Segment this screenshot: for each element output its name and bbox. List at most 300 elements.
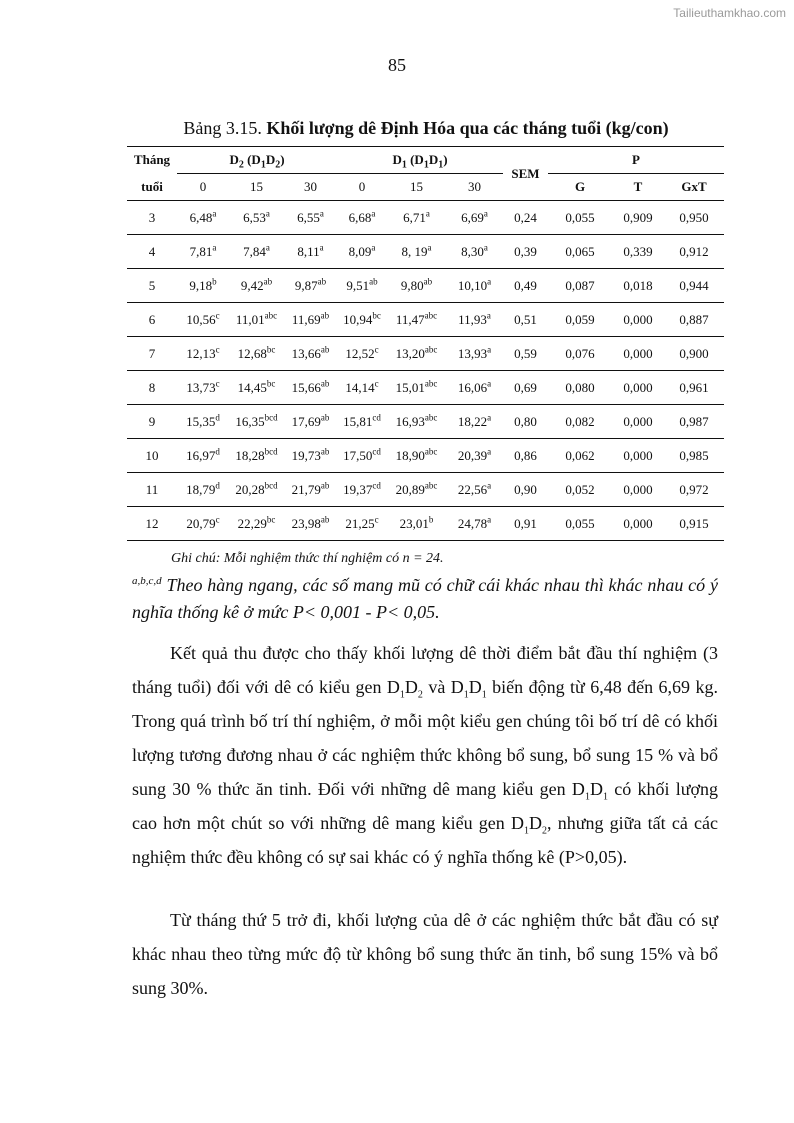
cell-p-t [612,235,664,269]
significance-letter: ab [320,310,330,321]
header-p: P [548,147,724,174]
cell-p-g-value: 0,087 [565,277,595,293]
table-caption-title: Khối lượng dê Định Hóa qua các tháng tuổi (kg/con) [266,118,669,138]
cell-weight [387,405,446,439]
header-month-2: tuổi [141,178,163,194]
cell-month-value: 8 [148,379,156,395]
cell-weight [229,473,284,507]
d2-close: ) [280,152,285,167]
cell-weight [229,439,284,473]
p1-text: D [404,677,418,697]
weight-value: 8,09 [348,243,372,259]
p1-sub: 2 [417,689,423,701]
significance-letter: c [215,310,220,321]
weight-value: 15,01 [395,379,425,395]
weight-value: 24,78 [457,515,488,531]
cell-weight [337,201,387,235]
cell-weight [446,269,503,303]
watermark: Tailieuthamkhao.com [673,6,786,20]
weight-value: 13,73 [186,379,216,395]
p1-text: và D [422,677,464,697]
weight-value: 14,14 [345,379,375,395]
weight-value: 6,53 [243,209,266,225]
table-row [127,303,724,337]
cell-month-value: 3 [148,209,156,225]
significance-letter: a [487,276,492,287]
significance-letter: c [215,344,220,355]
cell-weight [177,439,229,473]
weight-value: 18,79 [186,481,216,497]
cell-weight [387,439,446,473]
cell-p-g-value: 0,059 [565,311,595,327]
significance-letter: a [371,242,376,253]
cell-p-t-value: 0,000 [623,447,653,463]
cell-weight [387,303,446,337]
p1-sub: 1 [524,825,530,837]
cell-weight [229,405,284,439]
significance-letter: abc [264,310,278,321]
cell-month [127,269,177,303]
cell-sem-value: 0,69 [514,379,537,395]
significance-letter: a [487,514,492,525]
cell-weight [284,507,337,541]
table-row [127,201,724,235]
cell-sem [503,303,548,337]
note-significance [132,572,718,626]
cell-weight [229,337,284,371]
cell-p-t [612,507,664,541]
cell-p-g-value: 0,055 [565,209,595,225]
significance-letter: ab [320,480,330,491]
significance-letter: bc [266,378,276,389]
cell-weight [229,371,284,405]
significance-letter: a [371,208,376,219]
p1-sub: 2 [542,825,548,837]
table-row [127,405,724,439]
cell-weight [284,439,337,473]
cell-p-gxt [664,439,724,473]
cell-p-g [548,235,612,269]
d2-mid: D [265,152,276,167]
weight-value: 11,69 [291,311,321,327]
significance-letter: c [374,378,379,389]
cell-sem [503,371,548,405]
cell-weight [177,337,229,371]
cell-p-t-value: 0,000 [623,311,653,327]
cell-p-t [612,371,664,405]
cell-month [127,303,177,337]
cell-p-gxt [664,235,724,269]
d1-sub: 1 [401,159,407,171]
p1-text: có khối lượng cao hơn một chút so với những dê mang kiểu gen D [132,779,718,833]
weight-value: 11,93 [458,311,487,327]
significance-letter: abc [424,378,438,389]
table-row [127,507,724,541]
cell-p-gxt [664,269,724,303]
significance-letter: ab [423,276,433,287]
weight-value: 10,94 [343,311,373,327]
cell-weight [177,269,229,303]
cell-weight [337,473,387,507]
cell-month [127,235,177,269]
p1-text: D [468,677,482,697]
weight-value: 13,20 [395,345,425,361]
weight-value: 8, 19 [401,243,428,259]
cell-p-t-value: 0,000 [623,379,653,395]
cell-month-value: 9 [148,413,156,429]
cell-weight [387,201,446,235]
note-significance-text: Theo hàng ngang, các số mang mũ có chữ cái khác nhau thì khác nhau có ý nghĩa thống kê ở mức P< 0,001 - P< 0,05. [132,575,718,622]
d2-sub: 2 [238,159,244,171]
weight-value: 18,90 [395,447,425,463]
header-level: 0 [177,174,229,201]
p2-text: Từ tháng thứ 5 trở đi, khối lượng của dê ở các nghiệm thức bắt đầu có sự khác nhau theo từng mức độ từ không bổ sung thức ăn tinh, bổ sung 15% và bổ sung 30%. [132,910,718,998]
significance-letter: ab [317,276,327,287]
cell-weight [284,269,337,303]
weight-value: 6,69 [461,209,484,225]
cell-month [127,473,177,507]
cell-p-t-value: 0,000 [623,413,653,429]
weight-value: 18,22 [457,413,488,429]
d1-base: D [392,152,402,167]
cell-month-value: 11 [145,481,159,497]
header-level: 15 [229,174,284,201]
significance-letter: cd [372,412,381,423]
cell-weight [446,473,503,507]
weight-value: 14,45 [237,379,267,395]
cell-p-gxt-value: 0,987 [679,413,709,429]
p1-text: , nhưng giữa tất cả các nghiệm thức đều không có sự sai khác có ý nghĩa thống kê (P>0,05). [132,813,718,867]
cell-weight [229,235,284,269]
cell-p-g-value: 0,080 [565,379,595,395]
table-row [127,337,724,371]
cell-weight [229,201,284,235]
cell-weight [446,201,503,235]
d2-sub1: 1 [260,159,266,171]
paragraph-1 [132,636,718,874]
table-row [127,439,724,473]
cell-month [127,371,177,405]
cell-p-gxt [664,507,724,541]
header-p-g: G [574,179,586,194]
cell-weight [337,439,387,473]
cell-month-value: 4 [148,243,156,259]
weight-value: 9,51 [346,277,370,293]
cell-weight [177,235,229,269]
significance-letter: b [428,514,434,525]
d2-base: D [229,152,239,167]
significance-letter: a [487,412,492,423]
cell-month-value: 10 [145,447,159,463]
significance-letter: ab [320,378,330,389]
weight-value: 8,30 [461,243,484,259]
cell-weight [284,303,337,337]
weight-value: 22,56 [457,481,488,497]
cell-p-t [612,473,664,507]
d1-close: ) [443,152,448,167]
cell-weight [387,235,446,269]
cell-p-t-value: 0,000 [623,345,653,361]
weight-value: 12,68 [237,345,267,361]
significance-letter: bc [266,344,276,355]
cell-p-g [548,473,612,507]
header-p-t: T [633,179,643,194]
significance-letter: a [265,208,270,219]
table-row [127,269,724,303]
d2-open: (D [243,152,261,167]
significance-letter: a [487,480,492,491]
weight-table [127,146,724,541]
cell-p-g-value: 0,082 [565,413,595,429]
cell-p-g-value: 0,055 [565,515,595,531]
significance-letter: a [319,242,324,253]
cell-weight [337,507,387,541]
cell-p-g [548,303,612,337]
weight-value: 21,79 [291,481,321,497]
cell-p-gxt-value: 0,950 [679,209,709,225]
weight-value: 8,11 [297,243,320,259]
cell-p-gxt [664,371,724,405]
cell-sem-value: 0,91 [514,515,537,531]
header-sem: SEM [511,165,540,181]
cell-p-g-value: 0,076 [565,345,595,361]
significance-letter: c [215,514,220,525]
cell-p-gxt [664,337,724,371]
cell-p-g-value: 0,062 [565,447,595,463]
weight-value: 20,79 [186,515,216,531]
cell-weight [387,371,446,405]
significance-letter: cd [372,446,381,457]
cell-weight [387,507,446,541]
significance-letter: a [425,208,430,219]
cell-weight [387,337,446,371]
weight-value: 16,93 [395,413,425,429]
cell-p-t-value: 0,000 [623,481,653,497]
weight-value: 7,81 [189,243,213,259]
header-month-1: Tháng [133,152,171,168]
cell-weight [446,235,503,269]
cell-p-gxt-value: 0,972 [679,481,709,497]
weight-value: 15,35 [186,413,216,429]
cell-weight [177,201,229,235]
significance-letter: ab [369,276,378,287]
cell-weight [229,303,284,337]
cell-p-g [548,405,612,439]
weight-value: 20,39 [457,447,488,463]
weight-value: 16,06 [457,379,488,395]
significance-letter: abc [424,446,438,457]
p1-sub: 1 [584,791,590,803]
cell-weight [284,235,337,269]
cell-sem-value: 0,51 [514,311,537,327]
weight-value: 20,89 [395,481,425,497]
weight-value: 13,66 [291,345,321,361]
header-group-d1 [337,147,503,174]
cell-p-t-value: 0,339 [623,243,653,259]
weight-value: 6,48 [189,209,213,225]
cell-p-gxt [664,303,724,337]
cell-weight [337,405,387,439]
cell-sem [503,269,548,303]
significance-letter: ab [263,276,273,287]
weight-value: 13,93 [457,345,488,361]
cell-weight [446,371,503,405]
header-level: 0 [337,174,387,201]
significance-letter: a [212,208,217,219]
cell-p-g [548,201,612,235]
cell-p-gxt [664,201,724,235]
cell-month [127,337,177,371]
weight-value: 11,47 [395,311,425,327]
table-row [127,371,724,405]
d1-open: (D [406,152,424,167]
table-row [127,235,724,269]
cell-p-g [548,337,612,371]
weight-value: 20,28 [235,481,265,497]
significance-letter: ab [320,514,330,525]
cell-weight [229,507,284,541]
cell-p-g-value: 0,065 [565,243,595,259]
cell-weight [387,269,446,303]
cell-month-value: 7 [148,345,156,361]
cell-p-g-value: 0,052 [565,481,595,497]
cell-p-g [548,269,612,303]
cell-weight [337,269,387,303]
cell-p-t [612,337,664,371]
header-level: 30 [284,174,337,201]
cell-weight [446,507,503,541]
cell-p-t [612,201,664,235]
cell-p-gxt [664,405,724,439]
header-row-1 [127,147,724,174]
cell-weight [337,371,387,405]
cell-p-gxt-value: 0,900 [679,345,709,361]
significance-letter: a [483,208,488,219]
weight-value: 12,52 [345,345,375,361]
significance-letter: abc [424,480,438,491]
significance-letter: a [427,242,432,253]
weight-value: 18,28 [235,447,265,463]
significance-letter: a [487,378,492,389]
cell-weight [229,269,284,303]
d1-sub2: 1 [438,159,444,171]
weight-value: 17,50 [343,447,373,463]
weight-value: 9,80 [400,277,424,293]
table-body [127,201,724,541]
cell-sem [503,473,548,507]
significance-letter: d [215,446,220,457]
weight-value: 22,29 [237,515,267,531]
cell-p-g [548,507,612,541]
significance-letter: cd [372,480,381,491]
cell-p-gxt-value: 0,985 [679,447,709,463]
cell-sem-value: 0,24 [514,209,537,225]
cell-month [127,405,177,439]
d2-sub2: 2 [275,159,281,171]
cell-p-t-value: 0,018 [623,277,653,293]
weight-value: 16,35 [235,413,265,429]
cell-sem-value: 0,80 [514,413,537,429]
cell-month [127,439,177,473]
significance-letter: bc [372,310,381,321]
cell-month-value: 5 [148,277,156,293]
significance-letter: bcd [264,446,278,457]
weight-value: 10,56 [186,311,216,327]
significance-letter: a [265,242,270,253]
cell-p-t [612,269,664,303]
page-number: 85 [388,55,406,75]
weight-value: 6,55 [297,209,320,225]
weight-value: 9,87 [294,277,318,293]
weight-value: 9,42 [240,277,264,293]
cell-weight [177,371,229,405]
cell-p-t [612,405,664,439]
cell-weight [177,473,229,507]
cell-sem [503,201,548,235]
cell-sem [503,337,548,371]
table-caption [0,118,794,139]
p1-sub: 1 [463,689,469,701]
cell-month-value: 6 [148,311,156,327]
weight-value: 21,25 [345,515,375,531]
weight-value: 6,68 [348,209,372,225]
cell-p-gxt-value: 0,887 [679,311,709,327]
cell-weight [284,371,337,405]
cell-weight [284,405,337,439]
cell-weight [446,439,503,473]
p1-text: D [589,779,603,799]
weight-value: 16,97 [186,447,216,463]
cell-weight [284,201,337,235]
cell-sem [503,235,548,269]
cell-month [127,507,177,541]
weight-value: 17,69 [291,413,321,429]
significance-letter: abc [424,344,438,355]
significance-letter: b [212,276,217,287]
weight-value: 7,84 [243,243,266,259]
cell-weight [177,303,229,337]
cell-weight [446,303,503,337]
table-caption-prefix: Bảng 3.15. [183,118,267,138]
cell-p-t [612,439,664,473]
cell-p-t [612,303,664,337]
cell-p-t-value: 0,909 [623,209,653,225]
table-row [127,473,724,507]
cell-p-gxt [664,473,724,507]
significance-letter: c [215,378,220,389]
cell-p-t-value: 0,000 [623,515,653,531]
significance-letter: ab [320,412,330,423]
p1-text: Kết quả thu được cho thấy khối lượng dê thời điểm bắt đầu thí nghiệm (3 tháng tuổi) đối với dê có kiểu gen D [132,643,718,697]
significance-letter: bcd [264,480,278,491]
weight-value: 12,13 [186,345,216,361]
significance-letter: a [486,310,491,321]
significance-letter: bcd [264,412,278,423]
p1-sub: 1 [399,689,405,701]
weight-value: 23,98 [291,515,321,531]
significance-letter: a [212,242,217,253]
cell-sem-value: 0,39 [514,243,537,259]
significance-letter: c [374,344,379,355]
p1-sub: 1 [602,791,608,803]
cell-sem-value: 0,59 [514,345,537,361]
significance-letter: abc [424,310,438,321]
cell-sem-value: 0,86 [514,447,537,463]
significance-letter: ab [320,446,330,457]
cell-p-g [548,371,612,405]
weight-value: 11,01 [235,311,265,327]
cell-sem [503,439,548,473]
